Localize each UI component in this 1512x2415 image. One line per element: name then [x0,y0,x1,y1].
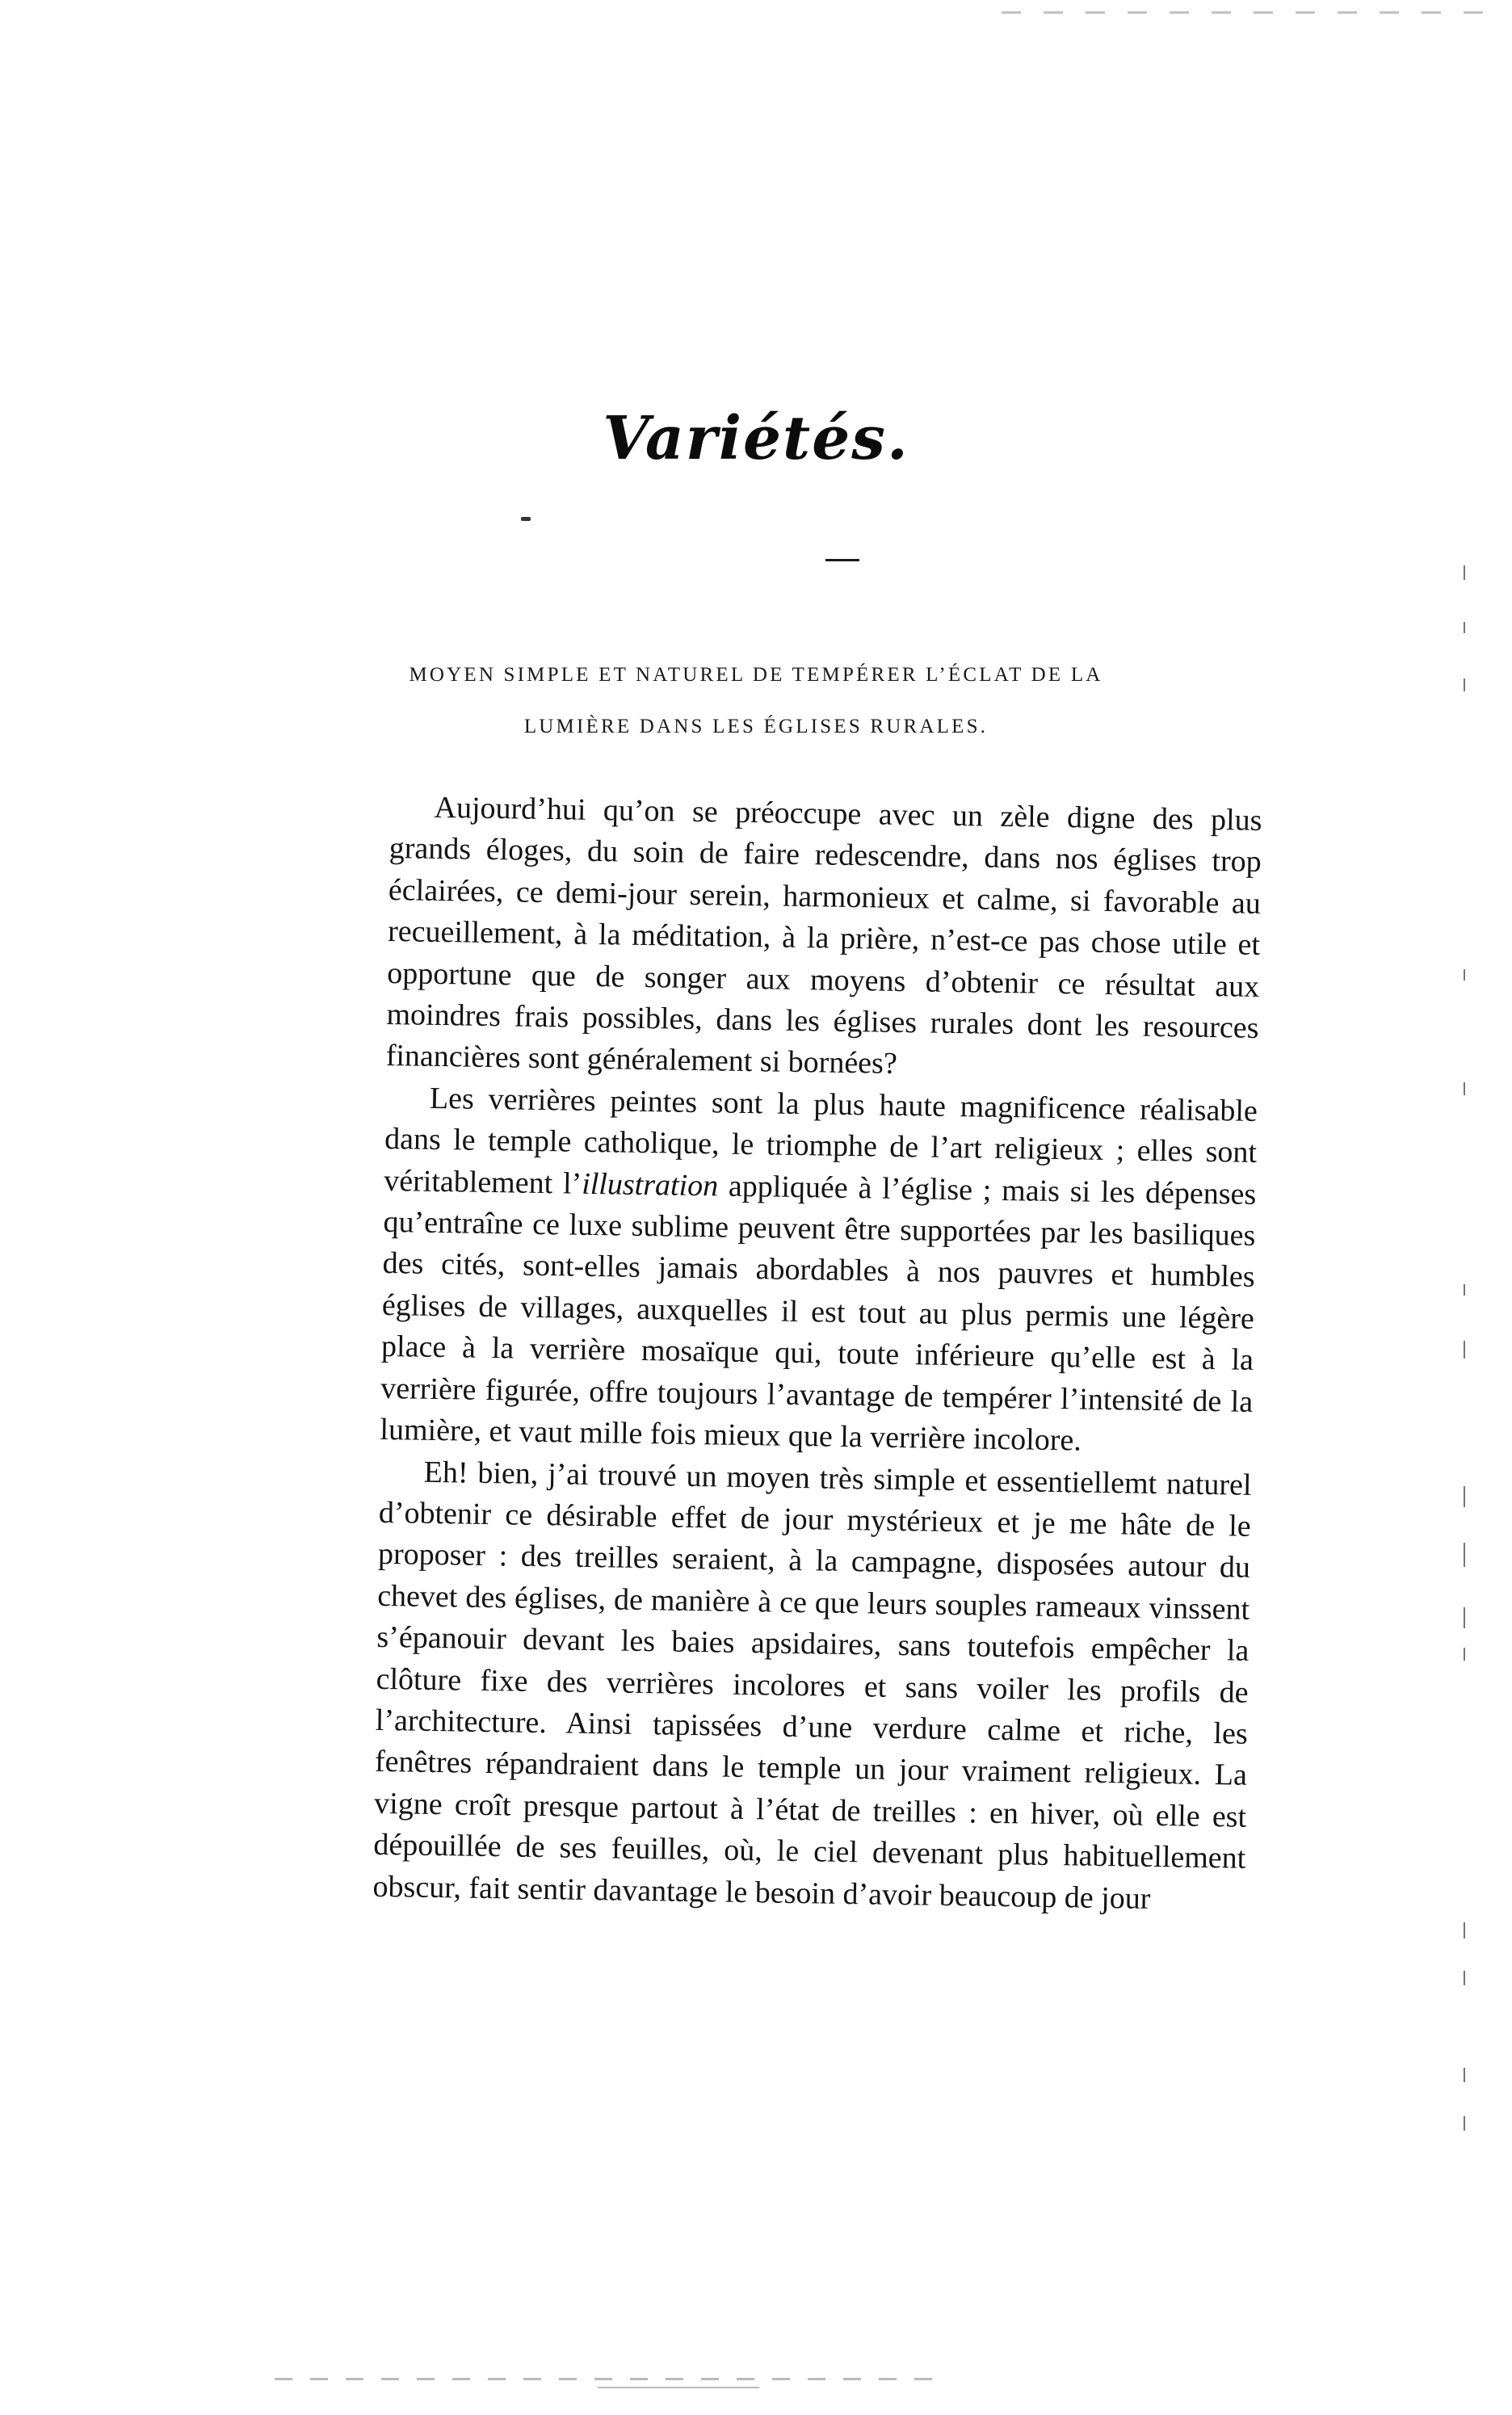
paragraph-2 [380,1077,1258,1465]
section-heading: Variétés. [603,404,909,473]
paragraph-1: Aujourd’hui qu’on se préoccupe avec un zèle digne des plus grands éloges, du soin de faire redescendre, dans nos églises trop éclairées, ce demi-jour serein, harmonieux et calme, si favorable au recueillement, à la méditation, à la prière, n’est-ce pas chose utile et opportune que de songer aux moyens d’obtenir ce résultat aux moindres frais possibles, dans les églises rurales dont les resources financières sont généralement si bornées? [385,790,1262,1082]
paragraph-3: Eh! bien, j’ai trouvé un moyen très simple et essentiellemt naturel d’obtenir ce désirable effet de jour mystérieux et je me hâte de le proposer : des treilles seraient, à la campagne, disposées autour du chevet des églises, de manière à ce que leurs souples rameaux vinssent s’épanouir devant les baies apsidaires, sans toutefois empêcher la clôture fixe des verrières incolores et sans voiler les profils de l’architecture. Ainsi tapissées d’une verdure calme et riche, les fenêtres répandraient dans le temple un jour vraiment religieux. La vigne croît presque partout à l’état de treilles : en hiver, où elle est dépouillée de ses feuilles, où, le ciel devenant plus habituellement obscur, fait sentir davantage le besoin d’avoir beaucoup de jour [372,1455,1252,1916]
heading-divider [825,559,859,561]
paragraph-2-emphasis: illustration [581,1166,719,1203]
paragraph-2-text-a: Les verrières peintes sont la plus haute magnificence réalisable dans le temple catholique, le triomphe de l’art religieux ; elles sont véritablement l’ [384,1081,1258,1201]
paragraph-2-text-b: appliquée à l’église ; mais si les dépenses qu’entraîne ce luxe sublime peuvent être supportées par les basiliques des cités, sont-elles jamais abordables à nos pauvres et humbles églises de villages, auxquelles il est tout au plus permis une légère place à la verrière mosaïque qui, toute inférieure qu’elle est à la verrière figurée, offre toujours l’avantage de tempérer l’intensité de la lumière, et vaut mille fois mieux que la verrière incolore. [380,1169,1257,1458]
article-title-line-1: MOYEN SIMPLE ET NATUREL DE TEMPÉRER L’ÉCLAT DE LA [409,664,1103,686]
scan-artifact-top [1002,11,1486,14]
scan-artifact-bottom-line [598,2387,759,2388]
article-body [372,787,1262,1922]
ink-speck [521,517,531,521]
scan-artifact-edge-marks [1464,565,1467,2181]
scan-artifact-bottom [275,2378,937,2380]
article-title-line-2: LUMIÈRE DANS LES ÉGLISES RURALES. [523,716,989,737]
